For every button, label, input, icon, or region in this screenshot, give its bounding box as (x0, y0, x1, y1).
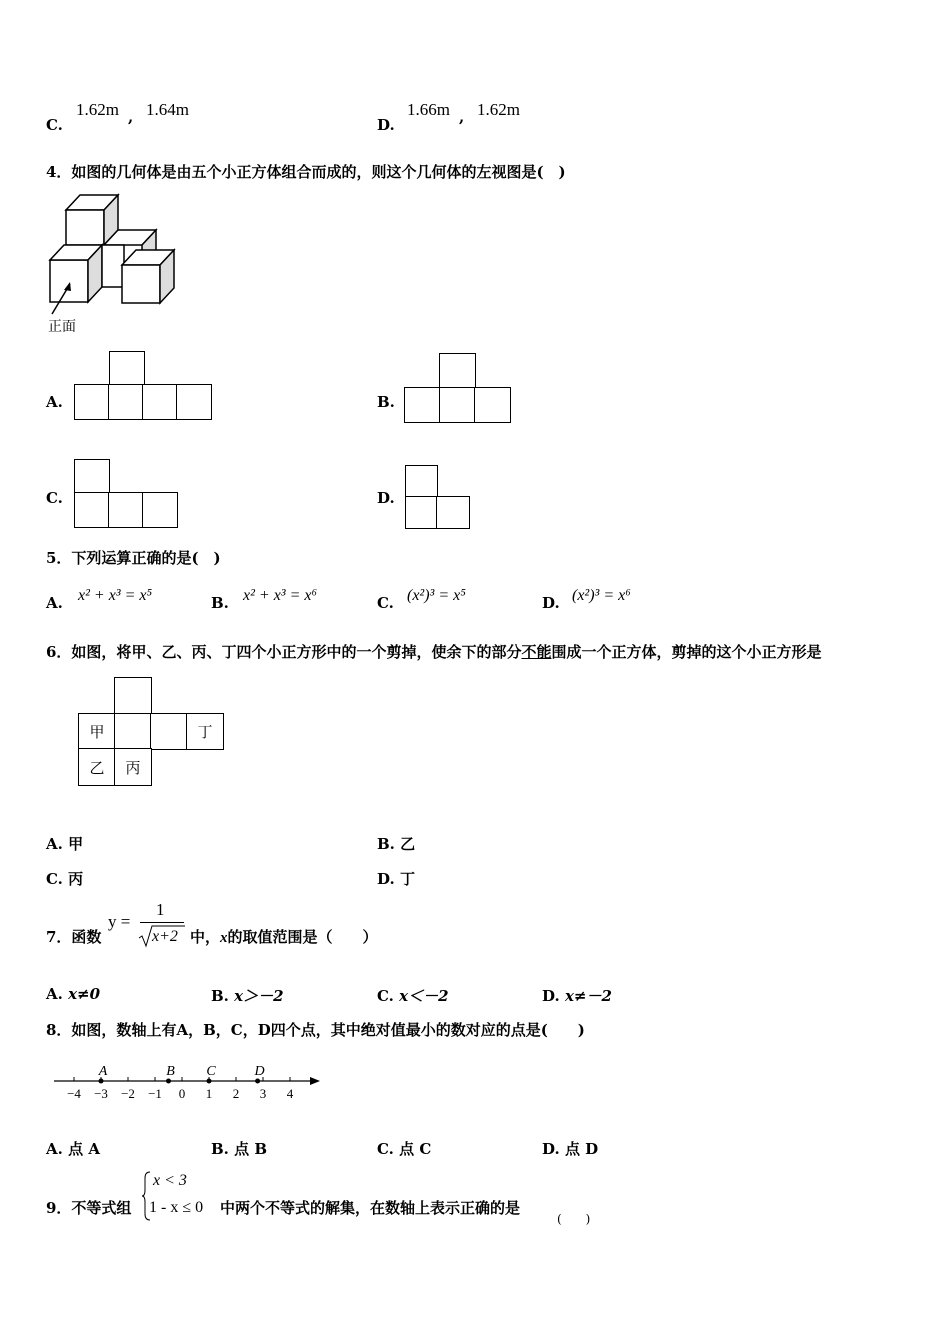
q8-option-b-letter: B. (211, 1140, 229, 1158)
q6-option-c-letter: C. (46, 870, 63, 888)
q3-option-d-sep: , (459, 108, 465, 126)
q3-option-c-letter: C. (46, 116, 63, 134)
view-square (74, 459, 110, 494)
view-square (405, 465, 438, 498)
number-line-tick-label: −4 (67, 1086, 81, 1101)
view-square (404, 387, 441, 423)
q7-func-lhs: y = (108, 912, 131, 931)
q7-option-d (542, 985, 612, 1006)
q6-option-a (46, 833, 83, 854)
q7-option-d-letter: D. (542, 987, 560, 1005)
view-square (109, 351, 145, 386)
view-square (405, 496, 438, 529)
number-line-tick-label: 4 (286, 1086, 294, 1101)
view-square (108, 384, 144, 420)
q8-option-a (46, 1138, 100, 1159)
q8-option-a-letter: A. (46, 1140, 63, 1158)
q5-option-a-expr: x² + x³ = x⁵ (78, 587, 153, 604)
number-line-point-label: C (206, 1064, 216, 1079)
q6-stem-underlined: 不能 (521, 643, 552, 661)
q3-option-d-value1: 1.66m (407, 100, 450, 119)
q6-option-b-letter: B. (377, 835, 395, 853)
q7-option-a (46, 985, 100, 1003)
q7-stem-post-b: 的取值范围是（ ） (227, 928, 378, 946)
view-square (108, 492, 144, 528)
q4-option-d-letter: D. (377, 489, 395, 507)
q3-option-c-value2: 1.64m (146, 100, 189, 119)
number-line-point-a (99, 1079, 104, 1084)
q7-var: x (220, 930, 228, 946)
number-line-tick-label: −2 (121, 1086, 135, 1101)
q7-numerator: 1 (156, 900, 165, 919)
q5-option-b-expr: x² + x³ = x⁶ (243, 587, 318, 604)
q7-option-c-letter: C. (377, 987, 394, 1005)
q4-stem: 4．如图的几何体是由五个小正方体组合而成的，则这个几何体的左视图是( ) (46, 163, 566, 181)
q5-option-c-expr: (x²)³ = x⁵ (407, 587, 466, 604)
q4-cube-drawing (46, 190, 178, 336)
number-line-point-d (255, 1079, 260, 1084)
q6-option-c (46, 868, 83, 889)
view-square (439, 387, 476, 423)
q7-option-a-letter: A. (46, 985, 63, 1003)
q3-option-c-value1: 1.62m (76, 100, 119, 119)
q7-option-d-text: x≠－2 (564, 987, 612, 1005)
q8-option-a-text: 点 A (68, 1140, 100, 1158)
net-square-top (114, 677, 152, 715)
q5-option-b-letter: B. (211, 594, 229, 612)
q6-option-d-letter: D. (377, 870, 395, 888)
view-square (474, 387, 511, 423)
q6-option-b-text: 乙 (400, 835, 416, 853)
q7-option-c-text: x＜－2 (399, 987, 449, 1005)
number-line-tick-label: −3 (94, 1086, 108, 1101)
net-square-jia (78, 713, 116, 750)
q6-option-d (377, 868, 415, 889)
q4-cube-figure (46, 190, 178, 336)
number-line-point-b (166, 1079, 171, 1084)
net-label-bing: 丙 (125, 758, 141, 777)
q8-option-b-text: 点 B (234, 1140, 268, 1158)
q8-option-c (377, 1138, 431, 1159)
q8-number-line (50, 1060, 330, 1106)
q5-option-a-letter: A. (46, 594, 63, 612)
number-line-tick-label: 3 (259, 1086, 267, 1101)
q7-option-c (377, 985, 449, 1006)
q7-stem-post (190, 926, 378, 947)
number-line-point-c (207, 1079, 212, 1084)
number-line-tick-label: 2 (232, 1086, 240, 1101)
view-square (142, 384, 178, 420)
q9-inequality-1: x < 3 (153, 1172, 187, 1189)
q6-option-c-text: 丙 (68, 870, 84, 888)
q6-stem-pre: 6．如图，将甲、乙、丙、丁四个小正方形中的一个剪掉，使余下的部分 (46, 643, 522, 661)
q9-system (141, 1170, 219, 1222)
number-line-tick-label: 0 (178, 1086, 186, 1101)
view-square (439, 353, 476, 389)
q7-option-a-text: x≠0 (68, 985, 101, 1003)
view-square (176, 384, 212, 420)
net-square-right (150, 713, 188, 750)
number-line-point-label: A (98, 1064, 108, 1079)
q5-stem: 5．下列运算正确的是( ) (46, 549, 221, 567)
q4-option-b-letter: B. (377, 393, 395, 411)
q4-front-label: 正面 (48, 319, 76, 335)
net-label-jia: 甲 (89, 723, 105, 741)
q6-option-a-letter: A. (46, 835, 63, 853)
q5-option-d-expr: (x²)³ = x⁶ (572, 587, 631, 604)
q5-option-c-letter: C. (377, 594, 394, 612)
q8-option-d-letter: D. (542, 1140, 560, 1158)
number-line-point-label: D (254, 1064, 265, 1079)
q3-option-d-letter: D. (377, 116, 395, 134)
q8-stem: 8．如图，数轴上有A，B，C，D四个点，其中绝对值最小的数对应的点是( ) (46, 1021, 585, 1039)
number-line-arrow (310, 1077, 320, 1085)
q9-answer-paren: ( ) (557, 1212, 591, 1226)
q6-option-a-text: 甲 (68, 835, 84, 853)
q7-radicand: x+2 (152, 928, 178, 945)
view-square (74, 492, 110, 528)
number-line-point-label: B (166, 1064, 175, 1079)
q6-stem (46, 641, 821, 662)
q6-stem-post: 围成一个正方体，剪掉的这个小正方形是 (551, 643, 822, 661)
q6-net-figure (78, 677, 224, 789)
q7-option-b-text: x＞－2 (234, 987, 284, 1005)
q4-option-c-view (74, 459, 180, 531)
q7-option-b-letter: B. (211, 987, 229, 1005)
q7-formula (108, 900, 190, 950)
q8-option-d (542, 1138, 598, 1159)
q7-fraction-bar (140, 922, 184, 923)
q8-option-c-letter: C. (377, 1140, 394, 1158)
q4-option-c-letter: C. (46, 489, 63, 507)
q4-option-a-view (74, 351, 216, 421)
q9-stem-pre: 9．不等式组 (46, 1199, 132, 1217)
number-line-tick-label: 1 (205, 1086, 213, 1101)
q7-stem-post-a: 中， (190, 928, 221, 946)
q8-option-d-text: 点 D (564, 1140, 599, 1158)
q6-option-d-text: 丁 (399, 870, 415, 888)
net-square-yi (78, 748, 116, 786)
net-square-center (114, 713, 152, 750)
q5-option-d-letter: D. (542, 594, 560, 612)
q4-option-b-view (404, 353, 514, 425)
q8-option-c-text: 点 C (399, 1140, 432, 1158)
view-square (74, 384, 110, 420)
q6-option-b (377, 833, 415, 854)
q7-option-b (211, 985, 284, 1006)
number-line-tick-label: −1 (148, 1086, 162, 1101)
net-label-ding: 丁 (197, 723, 213, 741)
view-square (142, 492, 178, 528)
q7-stem-pre: 7．函数 (46, 928, 102, 946)
q3-option-c-sep: , (128, 108, 134, 126)
net-square-bing (114, 748, 152, 786)
net-label-yi: 乙 (89, 758, 105, 777)
q3-option-d-value2: 1.62m (477, 100, 520, 119)
q4-option-a-letter: A. (46, 393, 63, 411)
q8-option-b (211, 1138, 267, 1159)
net-square-ding (186, 713, 224, 750)
q9-stem-post: 中两个不等式的解集，在数轴上表示正确的是 (220, 1199, 521, 1217)
view-square (436, 496, 470, 529)
q4-option-d-view (405, 465, 473, 531)
q9-inequality-2: 1 - x ≤ 0 (149, 1199, 204, 1216)
